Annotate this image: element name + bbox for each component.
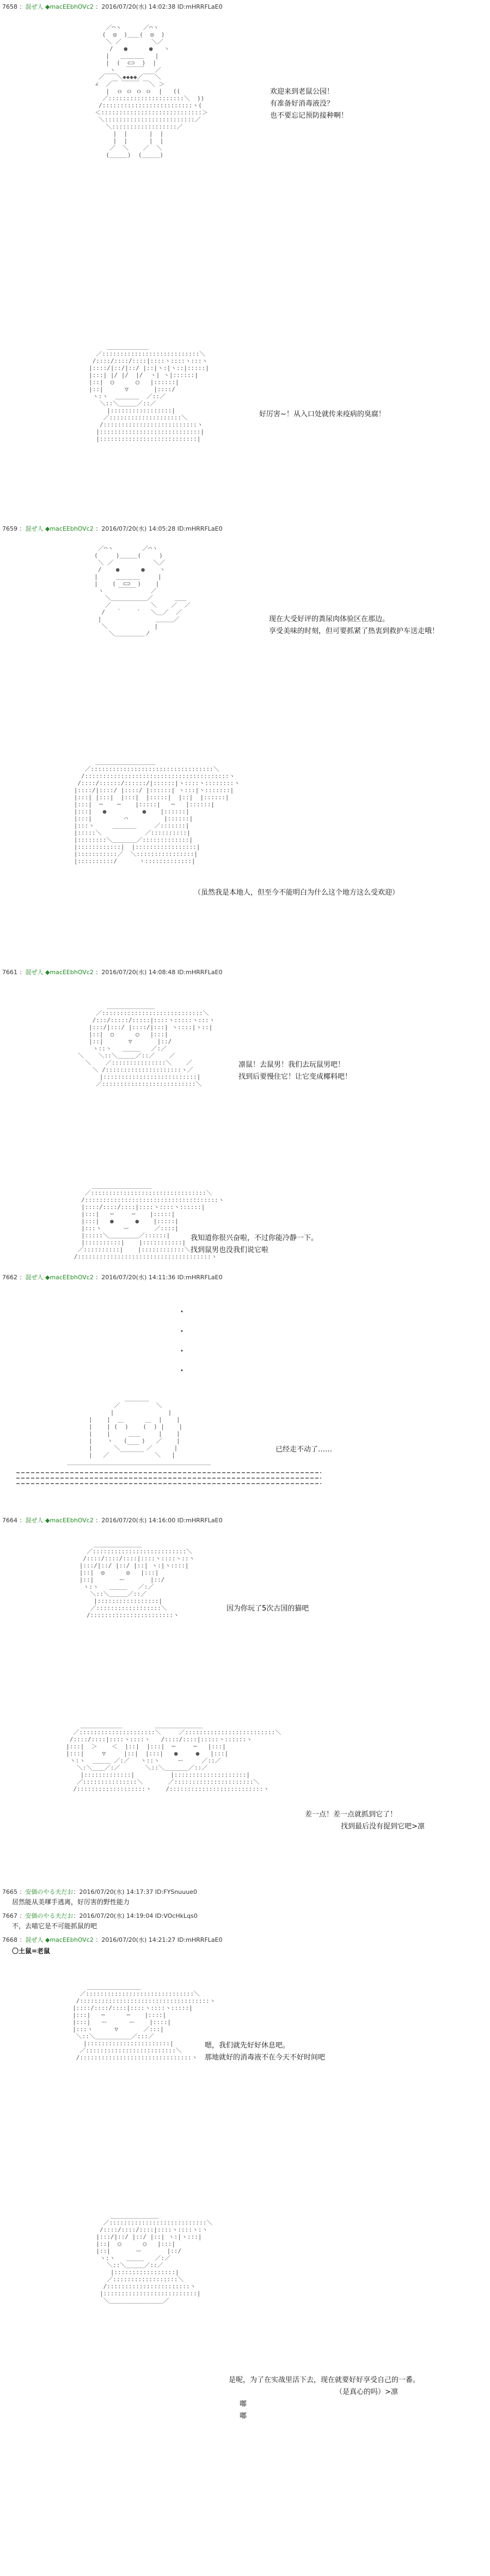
poster-name: 混ぜ人 (25, 1517, 44, 1524)
dialogue-girl-calm (191, 1232, 318, 1256)
dialogue-line: 现在大受好评的粪尿肉体验区在那边。 (269, 615, 390, 623)
poster-name: 安価のやる夫だお (25, 1888, 74, 1895)
ascii-art-girl-calm: ＿＿＿＿＿＿＿＿＿＿ ／::::::::::::::::::::::::::::::::＼ /:::::::::::::::::::::::::::::::::::::ヽ |::::/::::/::::|::::ヽ::::ヽ::::::| |:::| ─ ─ |:::::| |:::| ● ● |:::::| |:::ヽ ー ／::::| |:::::＼＿＿＿＿＿／::::::| |::::::::::| |:::::::::::| ／::::::::::| |::::::::::::＼ /:::::::::::::::::::::::::::::::::::::ヽ (74, 1182, 224, 1260)
dialogue-line: 因为你玩了5次古国的猫吧 (226, 1605, 309, 1613)
dialogue-line: 嘟 (240, 2400, 247, 2408)
poster-trip: ◆macEEbhOVc2 (45, 1936, 94, 1943)
dialogue-line: 那地就好的消毒液不在今天不好时间吧 (205, 2053, 326, 2062)
reply-text: 不，去喵它是不可能抓鼠的吧 (12, 1922, 97, 1930)
dialogue-line: 凛鼠！去鼠男！我们去玩鼠男吧！ (238, 1061, 345, 1069)
post-header-7661: 7661 ：混ぜ人 ◆macEEbhOVc2 ：2016/07/20(水) 14:08:48 ID:mHRRFLaE0 (2, 969, 223, 976)
poster-name: 安価のやる夫だお (25, 1912, 74, 1919)
dialogue-line: 找到最后没有捉到它吧>凛 (341, 1822, 425, 1831)
dialogue-line: 差一点！差一点就抓到它了！ (305, 1811, 397, 1819)
post-header-7668: 7668 ：混ぜ人 ◆macEEbhOVc2 ：2016/07/20(水) 14:21:27 ID:mHRRFLaE0 (2, 1936, 223, 1943)
post-date: 2016/07/20(水) 14:11:36 (101, 1274, 176, 1281)
post-header-7664: 7664 ：混ぜ人 ◆macEEbhOVc2 ：2016/07/20(水) 14:16:00 ID:mHRRFLaE0 (2, 1517, 223, 1524)
dialogue-line: （虽然我是本地人，但至今不能明白为什么这个地方这么受欢迎） (194, 889, 400, 897)
dialogue-girl-smell (259, 409, 385, 421)
post-date: 2016/07/20(水) 14:21:27 (101, 1936, 176, 1943)
ground-divider (16, 1483, 321, 1484)
post-id: ID:mHRRFLaE0 (177, 1936, 223, 1943)
dialogue-girl-tired (275, 1444, 332, 1456)
post-date: 2016/07/20(水) 14:08:48 (101, 969, 176, 976)
ascii-art-girls-pair: ＿＿＿＿＿＿＿ ＿＿＿＿＿＿＿＿ ／:::::::::::::::::::::＼ ／:::::::::::::::::::::::::＼ /::::/::::|::::ヽ::::ヽ /::::/::::|:::::ヽ::::::ヽ |:::| ＞ ＜ |::| |:::| ─ ─ |:::| |:::| ▽ |::| |:::| ● ● |:::| ヽ:ヽ ＿＿＿ ／:／ ヽ::ヽ ー ／::／ ＼:＼＿＿／:／ ＼::＼＿＿＿＿／::／ |:::::::::::::| |::::::::::::::::::::| ／:::::::::::::::＼ ／::::::::::::::::::::::＼ /:::::::::::::::::::ヽ /::::::::::::::::::::::::::ヽ (66, 1722, 281, 1793)
reply-text: 〇土鼠=老鼠 (12, 1947, 51, 1955)
post-date: 2016/07/20(水) 14:16:00 (101, 1517, 176, 1524)
post-number: 7659 (2, 525, 17, 532)
post-header-7667: 7667 ：安価のやる夫だお：2016/07/20(水) 14:19:04 ID:VOcHkLqs0 (2, 1912, 198, 1919)
post-id: ID:mHRRFLaE0 (177, 3, 223, 10)
dialogue-line: 找到鼠男也没我们说它啦 (191, 1246, 269, 1254)
post-header-7658: 7658 ：混ぜ人 ◆macEEbhOVc2 ：2016/07/20(水) 14:02:38 ID:mHRRFLaE0 (2, 3, 223, 10)
dialogue-line: 好厉害~！从入口处就传来疫病的臭腐！ (259, 410, 385, 418)
post-number: 7668 (2, 1936, 17, 1943)
post-id: ID:mHRRFLaE0 (177, 1517, 223, 1524)
ascii-art-mouse-pointing: ／⌒ヽ ／⌒ヽ ( )＿＿＿( ) ＼ ／ ＼／ / ● ● ヽ | ＿＿＿＿ | | ( ⊂⊃ ) | ヽ ￣￣￣ ／ ＼＿＿＿＿＿＿／ ＿＿ ／ ＼ ／ ／ / ｀ ´ ＼＿／ ／ | ＿＿＿／ ＼ | ＼＿＿＿＿＿ノ (94, 545, 191, 637)
ascii-art-mouse-mascot: ／⌒ヽ ／⌒ヽ ( ◎ )＿＿( ◎ ) ＼ ／ ＼／ / ● ● ヽ | ＿＿＿＿ | | ( ⊂⊃ ) | ヽ ￣￣￣ ／ ／￣￣＼◆◆◆◆／￣￣＼ ∠ ／￣ ￣￣￣ ￣＼ ＞ | ｏ ｏ ｏ ｏ | (( ／:::::::::::::::::::::＼ )) /:::::::::::::::::::::::::ヽ( ＜::::::::::::::::::::::::::::＞ ＼:::::::::::::::::::::::::／ ＼::::::::::::::::::／ | | | | | | | | ／ ＼ ／ ＼ (＿＿＿) (＿＿＿) (95, 24, 208, 159)
dialogue-line: 我知道你很兴奋啦，不过你能冷静一下。 (191, 1234, 318, 1242)
poster-name: 混ぜ人 (25, 1274, 44, 1281)
poster-trip: ◆macEEbhOVc2 (45, 3, 94, 10)
poster-name: 混ぜ人 (25, 3, 44, 10)
poster-name: 混ぜ人 (25, 1936, 44, 1943)
dialogue-mascot-welcome (270, 86, 348, 122)
dialogue-girl-rush (238, 1059, 352, 1083)
poster-name: 混ぜ人 (25, 969, 44, 976)
dialogue-line: 也不要忘记预防接种啊！ (270, 112, 348, 120)
ascii-art-girl-explaining: ＿＿＿＿＿＿＿＿ ／::::::::::::::::::::::::::＼ /::::/::::/::::|::::ヽ::::ヽ::ヽ |:::/|::/ |::/ |::| ヽ:|ヽ::::| |::| ◎ ◎ |:::| |::| ー |::/ ヽ:ヽ ＿＿＿ ／:／ ＼::＼＿＿＿／::／ |:::::::::::::::::| ／::::::::::::::::::＼ /:::::::::::::::::::::::ヽ (79, 1541, 195, 1619)
post-date: 2016/07/20(水) 14:02:38 (101, 3, 176, 10)
post-date: 2016/07/20(水) 14:19:04 (79, 1912, 154, 1919)
dialogue-line: （是真心的吗）>凛 (335, 2388, 398, 2396)
post-date: 2016/07/20(水) 14:05:28 (101, 525, 176, 532)
ascii-art-girl-excited: ＿＿＿＿＿＿＿ ／:::::::::::::::::::::::::::＼ /::::/::::/::::|::::ヽ::::ヽ:::ヽ |::::/|::/|::/ |::|ヽ:|ヽ::|:::::| |:::| |/ |/ |/ ヽ| ヽ|::::::| |::| ◯ ◯ |::::::| |::| ▽ |::::/ ヽ:ヽ ＿＿＿＿ ／::／ ＼::＼＿＿＿／::／ |:::::::::::::::::| ／::::::::::::::::::::＼ /::::::::::::::::::::::::::ヽ |::::::::::::::::::::::::::::| |:::::::::::::::::::::::::::| (89, 343, 209, 442)
post-header-7662: 7662 ：混ぜ人 ◆macEEbhOVc2 ：2016/07/20(水) 14:11:36 ID:mHRRFLaE0 (2, 1274, 223, 1281)
ascii-art-girl-longhair: ＿＿＿＿＿＿＿＿＿＿ ／::::::::::::::::::::::::::::::::::＼ /::::::::::::::::::::::::::::::::::::::::ヽ /::::/::::::/::::::/|::::::|ヽ::::ヽ::::::::ヽ |::::/|::::/ |::::/ |::::::| ヽ:::|ヽ:::::::| |:::| |:::| |:::| |:::::| |::| |::::::| |:::| ─ ─ |:::::| ─ |::::::| |:::| ● ● |::::::| |:::| ⌒ |::::::| |:::ヽ ＿＿＿＿ ／:::::::| |:::::＼ ／::::::::::| |::::::::＼＿＿＿＿／:::::::::::::| |::::::::::::| |:::::::::::::::::| |:::::::::::／ ＼::::::::::::::::| |::::::::::/ ヽ:::::::::::::| (74, 758, 240, 865)
dialogue-line: 是呢，为了在实战里活下去，现在就要好好享受自己的一番。 (229, 2376, 420, 2384)
post-header-7659: 7659 ：混ぜ人 ◆macEEbhOVc2 ：2016/07/20(水) 14:05:28 ID:mHRRFLaE0 (2, 525, 223, 532)
dialogue-line: 找到后要慢住它！让它变成椰料吧！ (238, 1073, 352, 1081)
ascii-art-girl-cheering: ＿＿＿＿＿＿＿＿ ／::::::::::::::::::::::::::::＼ /:::/:::::/:::::|::::ヽ:::::ヽ:::ヽ |:::/|:::/ |::::/|:::| ヽ::::|ヽ::| |::| ○ ○ |:::| |::| ▽ |::/ ヽ::ヽ ＿＿＿ ／:／ ＼ ＼::＼＿＿＿／::／ ／ ＼ ／:::::::::::::::＼ ／ ＼ /:::::::::::::::::::::ヽ／ |::::::::::::::::::::::::::| ／::::::::::::::::::::::::::＼ (78, 1003, 215, 1087)
post-number: 7664 (2, 1517, 17, 1524)
post-number: 7658 (2, 3, 17, 10)
dialogue-line: 欢迎来到老鼠公园！ (270, 88, 334, 96)
post-id: ID:mHRRFLaE0 (177, 969, 223, 976)
post-id: ID:mHRRFLaE0 (177, 525, 223, 532)
post-id: ID:VOcHkLqs0 (155, 1912, 198, 1919)
ground-divider (16, 1478, 321, 1479)
post-number: 7667 (2, 1912, 17, 1919)
ascii-art-girl-resting: ＿＿＿＿＿＿＿＿＿ ／::::::::::::::::::::::::::::::＼ /::::::::::::::::::::::::::::::::::::ヽ |::::/::::/::::|::::ヽ::::ヽ:::::| |:::| ─ ─ |::::| |:::| ー ー |::::| |:::ヽ ▽ ／:::| ＼::＼＿＿＿＿＿＿／:::／ |:::::::::::::::::::::::| ／:::::::::::::::::::::::::＼ /:::::::::::::::::::::::::::::::ヽ (72, 1983, 216, 2061)
dialogue-girl-enjoy (229, 2374, 420, 2422)
post-number: 7665 (2, 1888, 17, 1895)
post-number: 7662 (2, 1274, 17, 1281)
post-id: ID:FYSnuuue0 (155, 1888, 197, 1895)
ellipsis-dots: ・ ・ ・ ・ (177, 1307, 187, 1376)
reply-text: 居然能从美嗲手逃离，好厉害的野性能力 (12, 1898, 130, 1906)
ascii-art-girl-gaming: ＿＿＿＿＿＿＿＿ ／:::::::::::::::::::::::::::＼ /::::/::::/::::|::::ヽ::::ヽ:ヽ |:::/|::/ |::/ |::| ヽ:|ヽ:::| |::| ○ ○ |:::| |::| ー |::/ ヽ:ヽ ＿＿＿ ／:／ ＼::＼＿＿＿／::／ |:::::::::::::::::| ／::::::::::::::::::＼ /:::::::::::::::::::::::ヽ |::::::::::::::::::::::::::| ＼＿＿＿＿＿＿＿＿＿／ (96, 2212, 213, 2304)
dialogue-line: 有准备好消毒液没？ (270, 100, 334, 108)
poster-name: 混ぜ人 (25, 525, 44, 532)
dialogue-line: 嗯，我们就先好好休息吧。 (205, 2042, 290, 2050)
post-date: 2016/07/20(水) 14:17:37 (79, 1888, 154, 1895)
ascii-art-girl-exhausted: ＿＿＿＿ ／ ＼ | | | | ＿ ＿ | | | | ( ) ( ) | | | | ＿＿ | | | ヽ ( ) ／ | | ＼ ￣￣ ／ | | ／ ￣￣￣￣ ＼ | ＿＿＿＿＿＿＿＿＿＿＿＿＿＿＿＿＿＿＿＿＿＿＿＿ (67, 1395, 211, 1466)
dialogue-girl-local (194, 887, 399, 899)
poster-trip: ◆macEEbhOVc2 (45, 969, 94, 976)
dialogue-girl-reason (226, 1603, 309, 1615)
poster-trip: ◆macEEbhOVc2 (45, 1517, 94, 1524)
dialogue-girls-almost (305, 1809, 425, 1833)
poster-trip: ◆macEEbhOVc2 (45, 1274, 94, 1281)
ground-divider (16, 1472, 321, 1473)
dialogue-line: 已经走不动了…… (275, 1445, 333, 1454)
post-header-7665: 7665 ：安価のやる夫だお：2016/07/20(水) 14:17:37 ID:FYSnuuue0 (2, 1888, 197, 1895)
dialogue-mouse-area (269, 613, 439, 637)
post-number: 7661 (2, 969, 17, 976)
dialogue-girl-rest (205, 2040, 325, 2064)
dialogue-line: 享受美味的时刻，但可要抓紧了热衷到救护车送走哦！ (269, 627, 439, 635)
dialogue-line: 嘟 (240, 2412, 247, 2420)
post-id: ID:mHRRFLaE0 (177, 1274, 223, 1281)
poster-trip: ◆macEEbhOVc2 (45, 525, 94, 532)
